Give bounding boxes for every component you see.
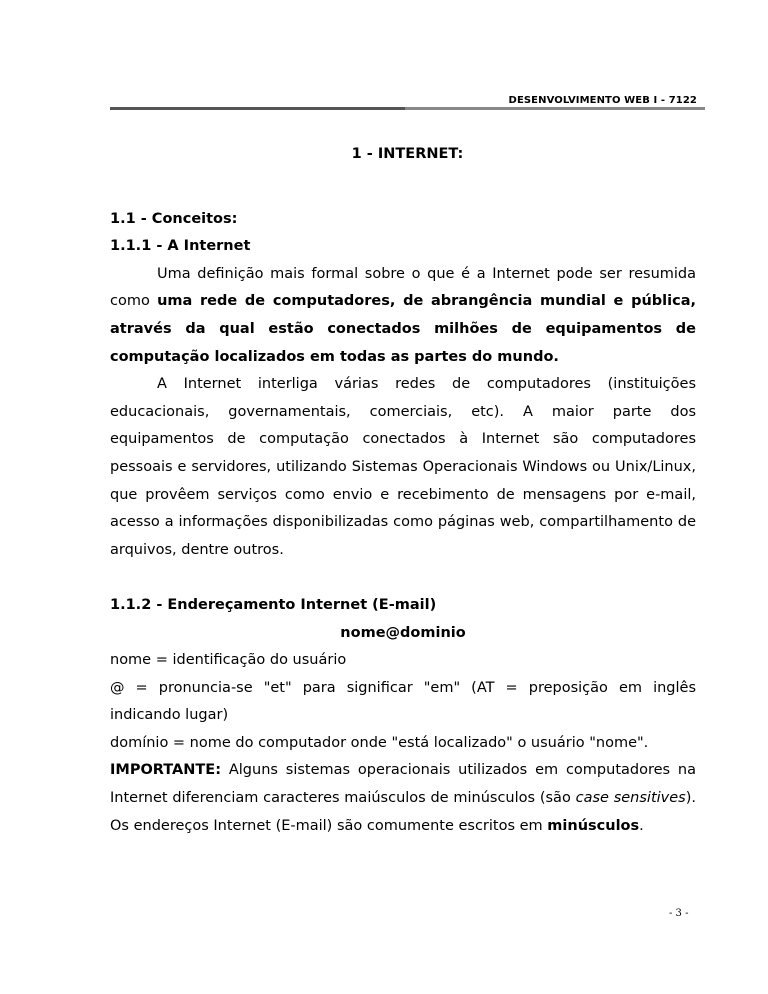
important-text-1: Alguns sistemas operacionais utilizados em computadores na Internet diferenciam caracteres maiúsculos de minúsculos (são (110, 762, 696, 807)
important-italic: case sensitives (575, 790, 686, 807)
header-rule (110, 107, 705, 110)
chapter-title: 1 - INTERNET: (351, 146, 464, 162)
important-bold-end: minúsculos (547, 817, 640, 834)
definition-bold: uma rede de computadores, de abrangência mundial e pública, através da qual estão conectados milhões de equipamentos de computação localizados em todas as partes do mundo. (110, 293, 696, 365)
important-label: IMPORTANTE: (110, 762, 222, 779)
spacer (110, 178, 696, 206)
spacer (110, 564, 696, 592)
header-rule-light (405, 107, 705, 110)
definition-intro: Uma definição mais formal sobre o que é a Internet pode ser resumida como (110, 265, 696, 310)
section-heading-addressing: 1.1.2 - Endereçamento Internet (E-mail) (110, 596, 437, 613)
section-heading-concepts: 1.1 - Conceitos: (110, 210, 238, 227)
document-body (110, 178, 696, 840)
paragraph-internet-networks: A Internet interliga várias redes de computadores (instituições educacionais, governamentais, comerciais, etc). A maior parte dos equipamentos de computação conectados à Internet são computadores pessoais e servidores, utilizando Sistemas Operacionais Windows ou Unix/Linux, que provêem serviços como envio e recebimento de mensagens por e-mail, acesso a informações disponibilizadas como páginas web, compartilhamento de arquivos, dentre outros. (110, 376, 696, 558)
paragraph-important (110, 757, 696, 840)
page-header-title: DESENVOLVIMENTO WEB I - 7122 (508, 95, 697, 106)
definition-at: @ = pronuncia-se "et" para significar "em" (AT = preposição em inglês indicando lugar) (110, 679, 696, 724)
definition-nome: nome = identificação do usuário (110, 652, 347, 669)
header-rule-dark (110, 107, 405, 110)
definition-dominio: domínio = nome do computador onde "está localizado" o usuário "nome". (110, 734, 649, 751)
address-format: nome@dominio (340, 624, 466, 641)
important-period: . (639, 817, 644, 834)
page-number: - 3 - (669, 908, 689, 919)
paragraph-internet-definition (110, 261, 696, 371)
important-text-2: ). Os endereços Internet (E-mail) são comumente escritos em (110, 790, 696, 834)
section-heading-internet: 1.1.1 - A Internet (110, 238, 251, 255)
